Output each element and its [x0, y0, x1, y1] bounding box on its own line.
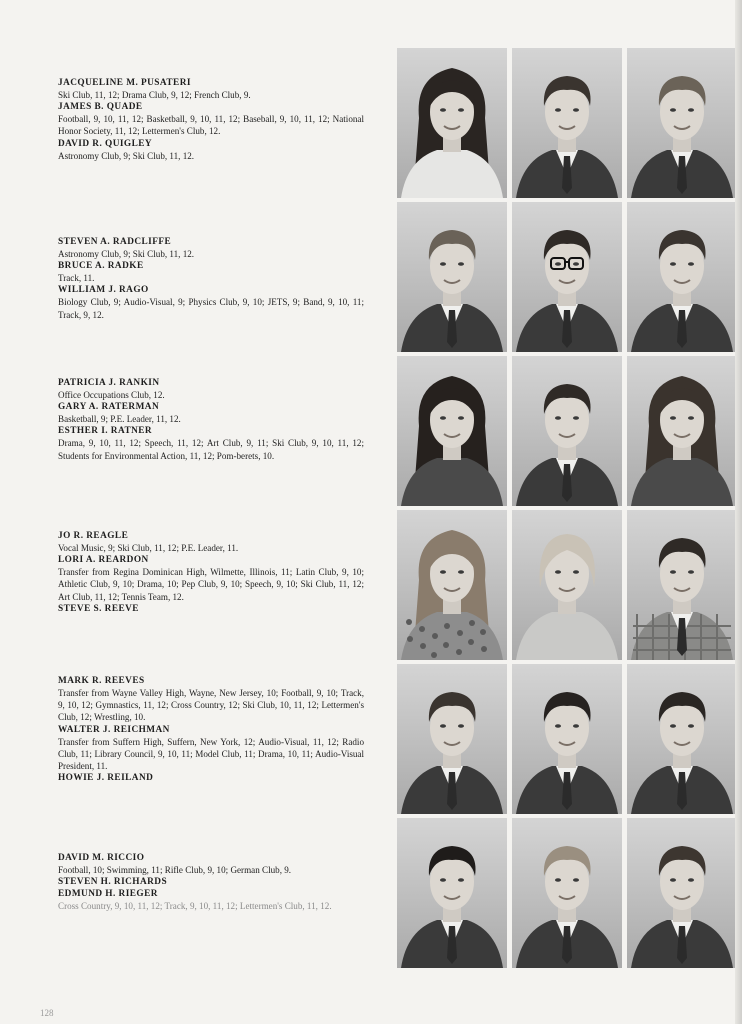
student-portrait [512, 202, 622, 352]
student-group-6 [58, 852, 364, 912]
student-name: STEVEN H. RICHARDS [58, 877, 168, 888]
student-name: PATRICIA J. RANKIN [58, 378, 160, 388]
student-portrait [397, 356, 507, 506]
student-portrait [627, 510, 737, 660]
student-name: BRUCE A. RADKE [58, 261, 144, 272]
student-entry [58, 675, 364, 724]
student-entry [58, 724, 364, 773]
student-name: LORI A. REARDON [58, 555, 149, 566]
student-portrait [397, 818, 507, 968]
student-portrait [397, 202, 507, 352]
student-activities: Cross Country, 9, 10, 11, 12; Track, 9, 10, 11, 12; Lettermen's Club, 11, 12. [58, 901, 332, 912]
student-activities: Football, 9, 10, 11, 12; Basketball, 9, 10, 11, 12; Baseball, 9, 10, 11, 12; National Honor Society, 11, 12; Lettermen's Club, 12. [58, 114, 364, 137]
student-name: STEVEN A. RADCLIFFE [58, 237, 172, 247]
student-entry [58, 876, 364, 888]
student-group-4 [58, 530, 364, 615]
student-name: DAVID M. RICCIO [58, 853, 145, 863]
student-activities: Astronomy Club, 9; Ski Club, 11, 12. [58, 249, 195, 259]
student-name: JAMES B. QUADE [58, 102, 143, 113]
student-name: WILLIAM J. RAGO [58, 285, 149, 296]
student-group-1 [58, 77, 364, 162]
student-entry [58, 603, 364, 615]
student-portrait [397, 664, 507, 814]
student-portrait [627, 356, 737, 506]
student-activities: Football, 10; Swimming, 11; Rifle Club, 9, 10; German Club, 9. [58, 865, 292, 875]
student-activities: Biology Club, 9; Audio-Visual, 9; Physics Club, 9, 10; JETS, 9; Band, 9, 10, 11; Track, 9, 12. [58, 297, 364, 320]
page-number: 128 [40, 1008, 54, 1018]
student-entry [58, 554, 364, 603]
student-portrait [512, 48, 622, 198]
student-activities: Vocal Music, 9; Ski Club, 11, 12; P.E. Leader, 11. [58, 543, 239, 553]
student-entry [58, 772, 364, 784]
student-portrait [627, 202, 737, 352]
student-entry [58, 236, 364, 260]
student-activities: Astronomy Club, 9; Ski Club, 11, 12. [58, 150, 195, 161]
student-entry [58, 530, 364, 554]
student-activities: Office Occupations Club, 12. [58, 390, 165, 400]
student-portrait [512, 510, 622, 660]
student-portrait [512, 356, 622, 506]
student-name: JACQUELINE M. PUSATERI [58, 78, 191, 88]
student-name: EDMUND H. RIEGER [58, 889, 158, 900]
student-entry [58, 77, 364, 101]
student-activities: Transfer from Regina Dominican High, Wilmette, Illinois, 11; Latin Club, 9, 10; Athletic Club, 9, 10; Drama, 10; Pep Club, 9, 10; Speech, 9, 10; Ski Club, 11, 12; Art Club, 11, 12; Tennis Team, 12. [58, 567, 364, 602]
student-name: JO R. REAGLE [58, 531, 129, 541]
student-portrait [397, 510, 507, 660]
student-name: MARK R. REEVES [58, 676, 145, 686]
page-edge [735, 0, 742, 1024]
student-activities: Basketball, 9; P.E. Leader, 11, 12. [58, 414, 181, 425]
portrait-grid [395, 48, 737, 970]
student-group-5 [58, 675, 364, 784]
student-name: STEVE S. REEVE [58, 603, 139, 614]
student-activities: Transfer from Wayne Valley High, Wayne, New Jersey, 10; Football, 9, 10; Track, 9, 10, 12; Gymnastics, 11, 12; Cross Country, 12; Ski Club, 10, 11, 12; Lettermen's Club, 12; Wrestling, 10. [58, 688, 364, 723]
student-activities: Drama, 9, 10, 11, 12; Speech, 11, 12; Art Club, 9, 11; Ski Club, 9, 10, 11, 12; Students for Environmental Action, 11, 12; Pom-berets, 10. [58, 438, 364, 461]
student-activities: Track, 11. [58, 273, 95, 284]
student-group-2 [58, 236, 364, 321]
student-name: WALTER J. REICHMAN [58, 724, 170, 735]
student-name: ESTHER I. RATNER [58, 426, 153, 437]
student-portrait [627, 818, 737, 968]
student-name: HOWIE J. REILAND [58, 773, 154, 784]
student-entry [58, 138, 364, 162]
student-name: DAVID R. QUIGLEY [58, 138, 153, 149]
student-portrait [627, 664, 737, 814]
student-portrait [512, 818, 622, 968]
student-entry [58, 101, 364, 137]
student-entry [58, 888, 364, 912]
student-name: GARY A. RATERMAN [58, 402, 160, 413]
student-portrait [512, 664, 622, 814]
student-entry [58, 425, 364, 461]
student-group-3 [58, 377, 364, 462]
student-portrait [397, 48, 507, 198]
student-entry [58, 284, 364, 320]
student-entry [58, 377, 364, 401]
student-activities: Ski Club, 11, 12; Drama Club, 9, 12; French Club, 9. [58, 90, 251, 100]
student-portrait [627, 48, 737, 198]
student-entry [58, 401, 364, 425]
student-activities: Transfer from Suffern High, Suffern, New York, 12; Audio-Visual, 11, 12; Radio Club, 11; Library Council, 9, 10, 11; Model Club, 11; Drama, 10, 11; Audio-Visual President, 11. [58, 736, 364, 772]
student-entry [58, 260, 364, 284]
student-entry [58, 852, 364, 876]
